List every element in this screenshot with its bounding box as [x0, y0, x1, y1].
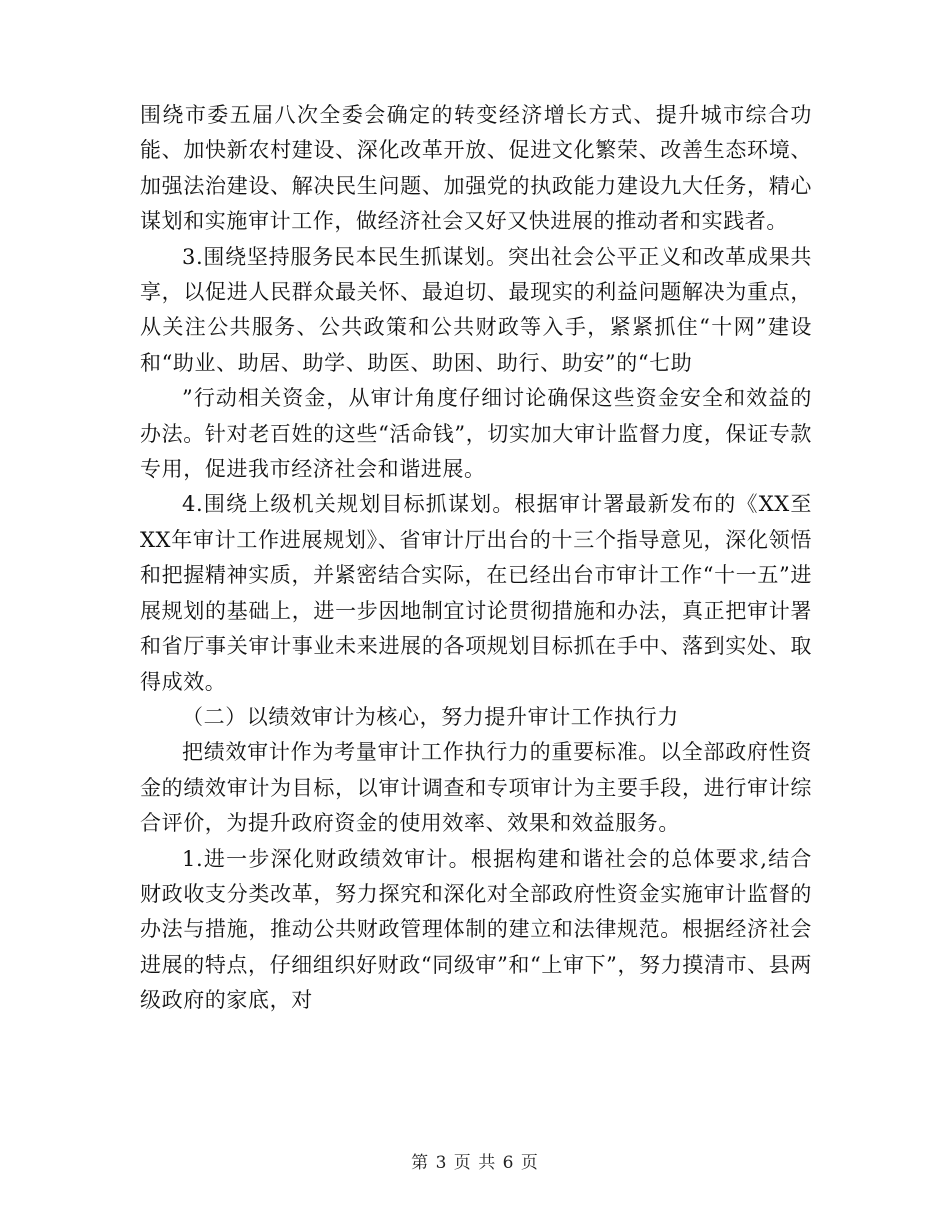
paragraph-continuation: 围绕市委五届八次全委会确定的转变经济增长方式、提升城市综合功能、加快新农村建设、深化改革开放、促进文化繁荣、改善生态环境、加强法治建设、解决民生问题、加强党的执政能力建设九大任务，精心谋划和实施审计工作，做经济社会又好又快进展的推动者和实践者。	[140, 103, 812, 234]
paragraph-item-3-continued: ”行动相关资金，从审计角度仔细讨论确保这些资金安全和效益的办法。针对老百姓的这些“活命钱”，切实加大审计监督力度，保证专款专用，促进我市经济社会和谐进展。	[140, 386, 812, 482]
paragraph-item-4: 4.围绕上级机关规划目标抓谋划。根据审计署最新发布的《XX至XX年审计工作进展规划》、省审计厅出台的十三个指导意见，深化领悟和把握精神实质，并紧密结合实际，在已经出台市审计工作“十一五”进展规划的基础上，进一步因地制宜讨论贯彻措施和办法，真正把审计署和省厅事关审计事业未来进展的各项规划目标抓在手中、落到实处、取得成效。	[140, 492, 812, 694]
paragraph-item-1: 1.进一步深化财政绩效审计。根据构建和谐社会的总体要求,结合财政收支分类改革，努力探究和深化对全部政府性资金实施审计监督的办法与措施，推动公共财政管理体制的建立和法律规范。根据经济社会进展的特点，仔细组织好财政“同级审”和“上审下”，努力摸清市、县两级政府的家底，对	[140, 846, 812, 1013]
paragraph-section-intro: 把绩效审计作为考量审计工作执行力的重要标准。以全部政府性资金的绩效审计为目标，以审计调查和专项审计为主要手段，进行审计综合评价，为提升政府资金的使用效率、效果和效益服务。	[140, 740, 812, 836]
page-number: 第 3 页 共 6 页	[411, 1153, 539, 1173]
document-body	[140, 98, 812, 1019]
paragraph-item-3: 3.围绕坚持服务民本民生抓谋划。突出社会公平正义和改革成果共享，以促进人民群众最关怀、最迫切、最现实的利益问题解决为重点，从关注公共服务、公共政策和公共财政等入手，紧紧抓住“十网”建设和“助业、助居、助学、助医、助困、助行、助安”的“七助	[140, 244, 812, 375]
section-heading: （二）以绩效审计为核心，努力提升审计工作执行力	[182, 704, 679, 729]
